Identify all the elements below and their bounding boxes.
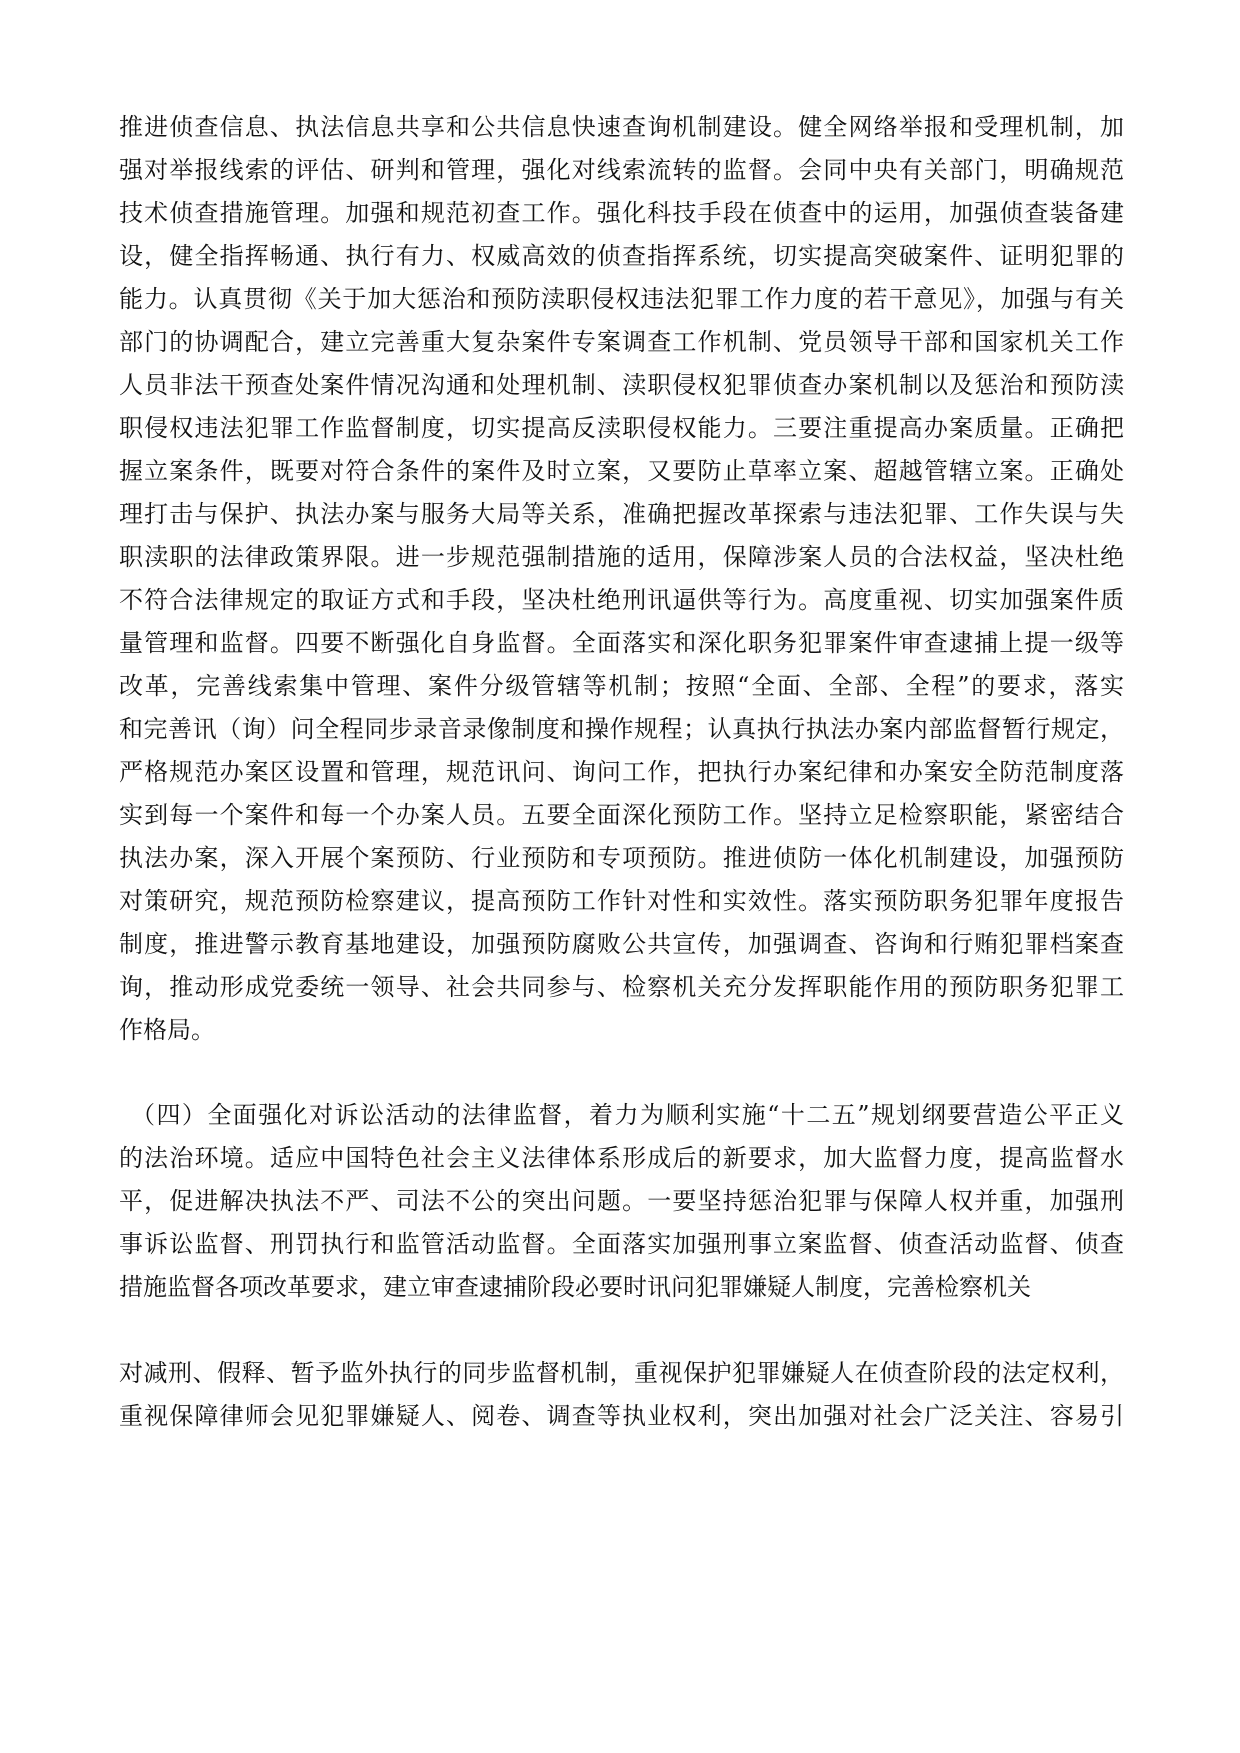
text-line: 实到每一个案件和每一个办案人员。五要全面深化预防工作。坚持立足检察职能，紧密结合	[119, 801, 1124, 829]
text-line: 执法办案，深入开展个案预防、行业预防和专项预防。推进侦防一体化机制建设，加强预防	[119, 844, 1124, 872]
text-line: 询，推动形成党委统一领导、社会共同参与、检察机关充分发挥职能作用的预防职务犯罪工	[119, 973, 1124, 1001]
text-line: 重视保障律师会见犯罪嫌疑人、阅卷、调查等执业权利，突出加强对社会广泛关注、容易引	[119, 1402, 1124, 1430]
text-line: 握立案条件，既要对符合条件的案件及时立案，又要防止草率立案、超越管辖立案。正确处	[119, 457, 1124, 485]
text-line: 和完善讯（询）问全程同步录音录像制度和操作规程；认真执行执法办案内部监督暂行规定，	[119, 715, 1124, 743]
text-line: 人员非法干预查处案件情况沟通和处理机制、渎职侵权犯罪侦查办案机制以及惩治和预防渎	[119, 371, 1124, 399]
text-line: 强对举报线索的评估、研判和管理，强化对线索流转的监督。会同中央有关部门，明确规范	[119, 156, 1124, 184]
text-line: （四）全面强化对诉讼活动的法律监督，着力为顺利实施“十二五”规划纲要营造公平正义	[131, 1101, 1124, 1129]
text-line: 设，健全指挥畅通、执行有力、权威高效的侦查指挥系统，切实提高突破案件、证明犯罪的	[119, 242, 1124, 270]
text-line: 对减刑、假释、暂予监外执行的同步监督机制，重视保护犯罪嫌疑人在侦查阶段的法定权利，	[119, 1359, 1124, 1387]
text-line: 推进侦查信息、执法信息共享和公共信息快速查询机制建设。健全网络举报和受理机制，加	[119, 113, 1124, 141]
text-line: 职渎职的法律政策界限。进一步规范强制措施的适用，保障涉案人员的合法权益，坚决杜绝	[119, 543, 1124, 571]
text-line: 事诉讼监督、刑罚执行和监管活动监督。全面落实加强刑事立案监督、侦查活动监督、侦查	[119, 1230, 1124, 1258]
text-line: 技术侦查措施管理。加强和规范初查工作。强化科技手段在侦查中的运用，加强侦查装备建	[119, 199, 1124, 227]
text-line: 平，促进解决执法不严、司法不公的突出问题。一要坚持惩治犯罪与保障人权并重，加强刑	[119, 1187, 1124, 1215]
text-line: 严格规范办案区设置和管理，规范讯问、询问工作，把执行办案纪律和办案安全防范制度落	[119, 758, 1124, 786]
text-line: 职侵权违法犯罪工作监督制度，切实提高反渎职侵权能力。三要注重提高办案质量。正确把	[119, 414, 1124, 442]
text-line: 的法治环境。适应中国特色社会主义法律体系形成后的新要求，加大监督力度，提高监督水	[119, 1144, 1124, 1172]
text-line: 制度，推进警示教育基地建设，加强预防腐败公共宣传，加强调查、咨询和行贿犯罪档案查	[119, 930, 1124, 958]
text-line: 不符合法律规定的取证方式和手段，坚决杜绝刑讯逼供等行为。高度重视、切实加强案件质	[119, 586, 1124, 614]
text-line: 作格局。	[119, 1016, 215, 1044]
text-line: 量管理和监督。四要不断强化自身监督。全面落实和深化职务犯罪案件审查逮捕上提一级等	[119, 629, 1124, 657]
text-line: 改革，完善线索集中管理、案件分级管辖等机制；按照“全面、全部、全程”的要求，落实	[119, 672, 1124, 700]
text-line: 部门的协调配合，建立完善重大复杂案件专案调查工作机制、党员领导干部和国家机关工作	[119, 328, 1124, 356]
text-line: 措施监督各项改革要求，建立审查逮捕阶段必要时讯问犯罪嫌疑人制度，完善检察机关	[119, 1273, 1031, 1301]
text-line: 能力。认真贯彻《关于加大惩治和预防渎职侵权违法犯罪工作力度的若干意见》，加强与有关	[119, 285, 1124, 313]
text-line: 理打击与保护、执法办案与服务大局等关系，准确把握改革探索与违法犯罪、工作失误与失	[119, 500, 1124, 528]
text-line: 对策研究，规范预防检察建议，提高预防工作针对性和实效性。落实预防职务犯罪年度报告	[119, 887, 1124, 915]
